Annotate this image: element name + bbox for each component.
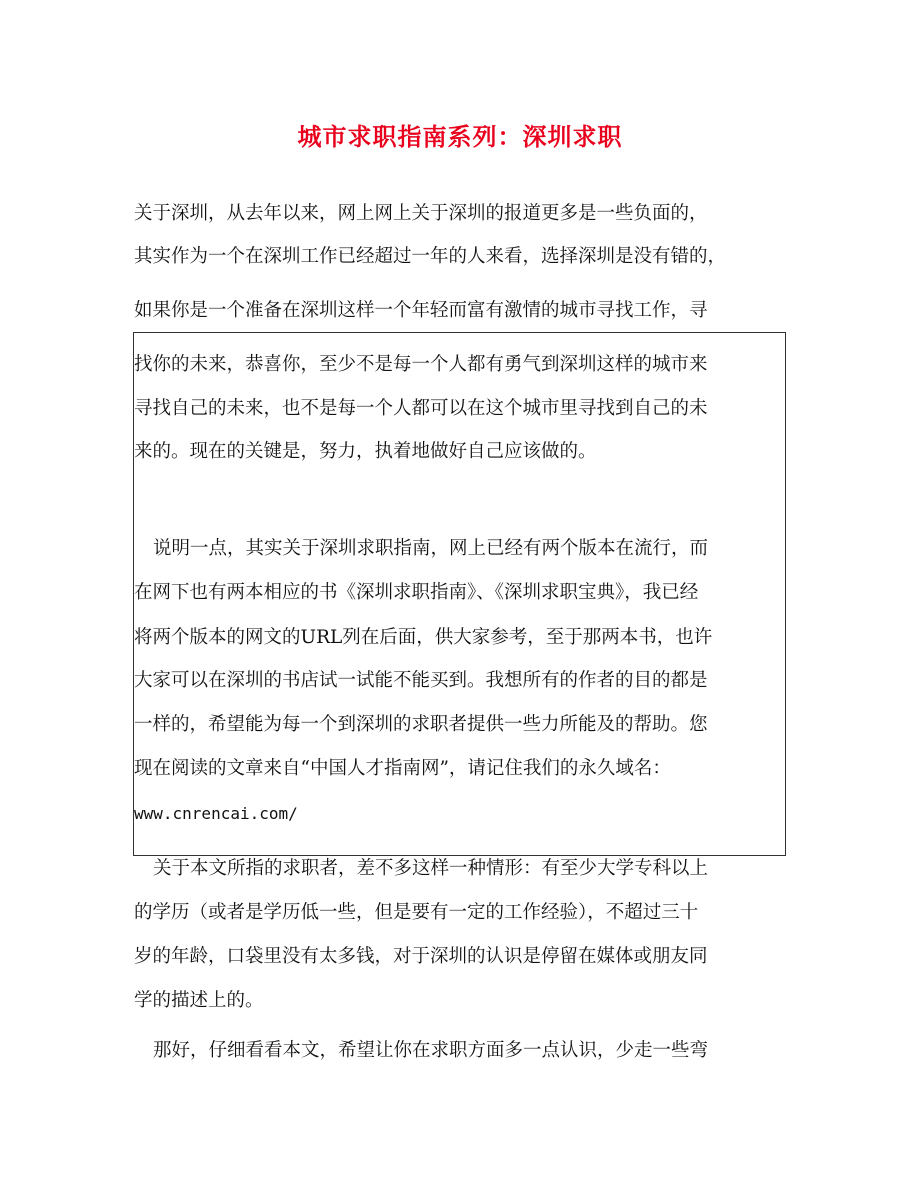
paragraph-1-line-5: 寻找自己的未来，也不是每一个人都可以在这个城市里寻找到自己的未 [134,398,708,419]
paragraph-1-line-6: 来的。现在的关键是，努力，执着地做好自己应该做的。 [134,441,597,462]
domain-url: www.cnrencai.com/ [134,804,298,823]
paragraph-1-line-1: 关于深圳，从去年以来，网上网上关于深圳的报道更多是一些负面的， [134,203,708,224]
paragraph-2-line-3: 将两个版本的网文的URL列在后面，供大家参考，至于那两本书，也许 [134,627,713,648]
page-title: 城市求职指南系列：深圳求职 [297,122,623,151]
paragraph-4-line-1: 那好，仔细看看本文，希望让你在求职方面多一点认识，少走一些弯 [153,1040,709,1061]
paragraph-3-line-3: 岁的年龄，口袋里没有太多钱，对于深圳的认识是停留在媒体或朋友同 [134,946,708,967]
paragraph-2-line-1: 说明一点，其实关于深圳求职指南，网上已经有两个版本在流行，而 [153,538,709,559]
paragraph-2-line-6: 现在阅读的文章来自“中国人才指南网”，请记住我们的永久域名： [134,758,671,779]
paragraph-3-line-1: 关于本文所指的求职者，差不多这样一种情形：有至少大学专科以上 [153,858,709,879]
paragraph-3-line-4: 学的描述上的。 [134,990,264,1011]
paragraph-3-line-2: 的学历（或者是学历低一些，但是要有一定的工作经验），不超过三十 [134,902,699,923]
paragraph-1-line-3: 如果你是一个准备在深圳这样一个年轻而富有激情的城市寻找工作，寻 [134,300,708,321]
paragraph-1-line-4: 找你的未来，恭喜你，至少不是每一个人都有勇气到深圳这样的城市来 [134,354,708,375]
paragraph-2-line-4: 大家可以在深圳的书店试一试能不能买到。我想所有的作者的目的都是 [134,670,708,691]
paragraph-2-line-5: 一样的，希望能为每一个到深圳的求职者提供一些力所能及的帮助。您 [134,714,708,735]
paragraph-2-line-2: 在网下也有两本相应的书《深圳求职指南》、《深圳求职宝典》，我已经 [134,582,699,603]
paragraph-1-line-2: 其实作为一个在深圳工作已经超过一年的人来看，选择深圳是没有错的， [134,246,727,267]
